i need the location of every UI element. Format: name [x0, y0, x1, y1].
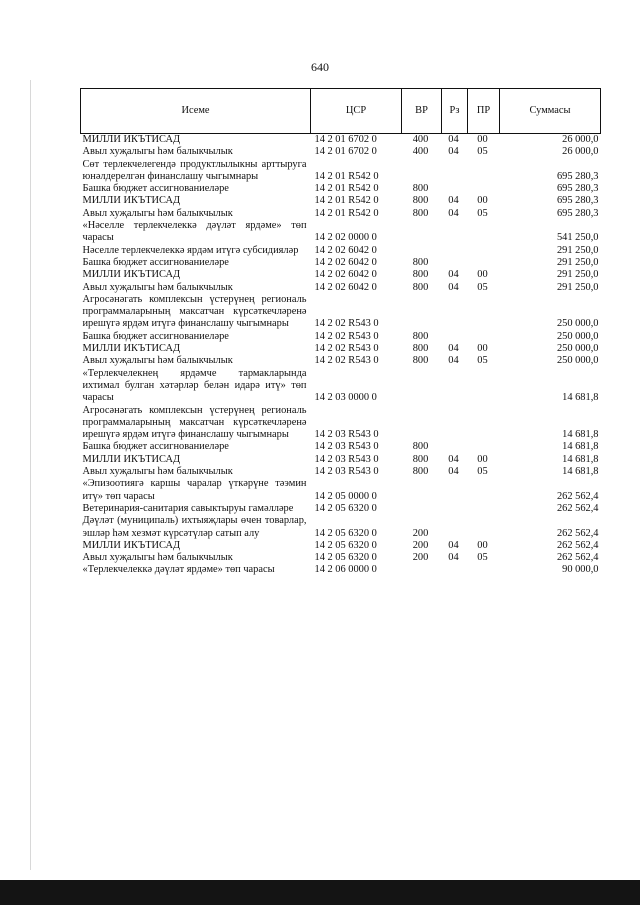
cell-rz — [442, 331, 468, 343]
cell-rz: 04 — [448, 281, 459, 293]
cell-pr: 00 — [477, 453, 488, 465]
cell-csr: 14 2 03 R543 0 — [314, 466, 379, 478]
header-sum: Суммасы — [500, 89, 601, 134]
table-header — [81, 89, 601, 134]
budget-table — [80, 88, 601, 577]
table-row — [81, 466, 601, 478]
cell-sum: 250 000,0 — [556, 330, 599, 342]
cell-pr — [468, 257, 500, 269]
header-rz: Рз — [442, 89, 468, 134]
cell-rz: 04 — [448, 355, 459, 367]
cell-sum: 262 562,4 — [556, 539, 599, 551]
cell-vr: 800 — [412, 183, 429, 195]
cell-pr — [468, 405, 500, 442]
table-row — [81, 208, 601, 220]
cell-vr: 800 — [412, 207, 429, 219]
cell-rz — [442, 478, 468, 503]
cell-sum: 14 681,8 — [562, 429, 599, 441]
cell-sum: 291 250,0 — [556, 269, 599, 281]
cell-sum: 26 000,0 — [562, 134, 599, 145]
cell-csr: 14 2 03 R543 0 — [314, 453, 379, 465]
cell-pr: 00 — [477, 343, 488, 355]
cell-pr — [468, 220, 500, 245]
cell-sum: 695 280,3 — [556, 195, 599, 207]
cell-pr — [468, 515, 500, 540]
table-row — [81, 343, 601, 355]
cell-csr: 14 2 01 6702 0 — [314, 134, 377, 145]
cell-rz — [442, 220, 468, 245]
cell-rz: 04 — [448, 453, 459, 465]
cell-name: Авыл хуҗалыгы һәм балыкчылык — [82, 281, 233, 293]
cell-vr: 800 — [412, 466, 429, 478]
cell-sum: 291 250,0 — [556, 244, 599, 256]
table-row — [81, 269, 601, 281]
cell-vr — [402, 220, 442, 245]
cell-name: «Терлекчелекнең ярдәмче тармакларында ихтимал булган хәтәрләр белән идарә итү» төп чарасы — [82, 367, 307, 404]
cell-rz — [442, 405, 468, 442]
table-row — [81, 355, 601, 367]
cell-pr — [468, 159, 500, 184]
cell-csr: 14 2 02 R543 0 — [314, 318, 379, 330]
cell-pr — [468, 441, 500, 453]
cell-rz: 04 — [448, 552, 459, 564]
cell-rz — [442, 294, 468, 331]
cell-vr — [402, 405, 442, 442]
cell-csr: 14 2 05 6320 0 — [314, 527, 377, 539]
cell-csr: 14 2 03 0000 0 — [314, 392, 377, 404]
table-row — [81, 159, 601, 184]
table-row — [81, 257, 601, 269]
table-row — [81, 294, 601, 331]
cell-csr: 14 2 03 R543 0 — [314, 441, 379, 453]
cell-pr: 00 — [477, 134, 488, 145]
cell-rz — [442, 368, 468, 405]
cell-rz — [442, 245, 468, 257]
cell-csr: 14 2 01 6702 0 — [314, 146, 377, 158]
cell-vr: 200 — [412, 527, 429, 539]
header-row — [81, 89, 601, 134]
cell-rz: 04 — [448, 134, 459, 145]
table-row — [81, 195, 601, 207]
cell-csr: 14 2 03 R543 0 — [314, 429, 379, 441]
cell-csr: 14 2 01 R542 0 — [314, 195, 379, 207]
cell-sum: 262 562,4 — [556, 502, 599, 514]
table-body — [81, 134, 601, 577]
cell-csr: 14 2 01 R542 0 — [314, 183, 379, 195]
cell-pr — [468, 245, 500, 257]
cell-sum: 291 250,0 — [556, 281, 599, 293]
cell-csr: 14 2 05 6320 0 — [314, 502, 377, 514]
cell-pr — [468, 478, 500, 503]
cell-vr: 800 — [412, 330, 429, 342]
cell-sum: 26 000,0 — [562, 146, 599, 158]
cell-vr — [402, 159, 442, 184]
cell-rz — [442, 564, 468, 576]
table-row — [81, 478, 601, 503]
cell-vr — [402, 294, 442, 331]
cell-name: МИЛЛИ ИКЪТИСАД — [82, 539, 181, 551]
cell-name: МИЛЛИ ИКЪТИСАД — [82, 343, 181, 355]
cell-pr: 05 — [477, 355, 488, 367]
cell-pr — [468, 294, 500, 331]
table-row — [81, 405, 601, 442]
cell-name: Ветеринария-санитария савыктыруы гамәлләре — [82, 502, 294, 514]
cell-sum: 250 000,0 — [556, 318, 599, 330]
cell-sum: 541 250,0 — [556, 232, 599, 244]
cell-name: Башка бюджет ассигнованиеләре — [82, 183, 229, 195]
cell-csr: 14 2 02 6042 0 — [314, 244, 377, 256]
cell-name: Авыл хуҗалыгы һәм балыкчылык — [82, 552, 233, 564]
cell-sum: 695 280,3 — [556, 170, 599, 182]
cell-sum: 262 562,4 — [556, 552, 599, 564]
table-row — [81, 552, 601, 564]
cell-sum: 14 681,8 — [562, 392, 599, 404]
cell-vr: 800 — [412, 441, 429, 453]
cell-pr — [468, 331, 500, 343]
table-row — [81, 245, 601, 257]
cell-pr — [468, 503, 500, 515]
cell-sum: 14 681,8 — [562, 453, 599, 465]
cell-sum: 262 562,4 — [556, 490, 599, 502]
cell-csr: 14 2 02 R543 0 — [314, 343, 379, 355]
cell-sum: 250 000,0 — [556, 343, 599, 355]
cell-rz: 04 — [448, 343, 459, 355]
table-row — [81, 331, 601, 343]
scan-bottom-bar — [0, 880, 640, 905]
cell-sum: 14 681,8 — [562, 441, 599, 453]
table-row — [81, 134, 601, 147]
page-number: 640 — [311, 60, 329, 74]
cell-sum: 291 250,0 — [556, 256, 599, 268]
cell-rz — [442, 159, 468, 184]
cell-name: Башка бюджет ассигнованиеләре — [82, 256, 229, 268]
cell-rz: 04 — [448, 146, 459, 158]
cell-csr: 14 2 05 6320 0 — [314, 539, 377, 551]
cell-name: Нәселле терлекчелеккә ярдәм итүгә субсидияләр — [82, 244, 299, 256]
cell-csr: 14 2 05 0000 0 — [314, 490, 377, 502]
cell-csr: 14 2 02 6042 0 — [314, 256, 377, 268]
cell-vr: 800 — [412, 269, 429, 281]
table-row — [81, 515, 601, 540]
header-pr: ПР — [468, 89, 500, 134]
table-row — [81, 282, 601, 294]
cell-vr — [402, 245, 442, 257]
cell-name: Агросәнәгать комплексын үстерүнең региональ программаларының максатчан күрсәткечләренә ирешүгә ярдәм итүгә финанслашу чыгымнары — [82, 404, 307, 441]
cell-pr: 00 — [477, 195, 488, 207]
header-name: Исеме — [81, 89, 311, 134]
cell-sum: 695 280,3 — [556, 207, 599, 219]
cell-csr: 14 2 01 R542 0 — [314, 170, 379, 182]
cell-vr — [402, 368, 442, 405]
table-row — [81, 220, 601, 245]
cell-rz: 04 — [448, 195, 459, 207]
cell-pr — [468, 183, 500, 195]
cell-csr: 14 2 05 6320 0 — [314, 552, 377, 564]
cell-pr: 00 — [477, 539, 488, 551]
cell-vr — [402, 478, 442, 503]
cell-vr: 200 — [412, 539, 429, 551]
cell-name: «Терлекчелеккә дәүләт ярдәме» төп чарасы — [82, 564, 275, 576]
cell-vr: 800 — [412, 453, 429, 465]
table-row — [81, 503, 601, 515]
cell-rz — [442, 503, 468, 515]
cell-rz: 04 — [448, 466, 459, 478]
cell-sum: 695 280,3 — [556, 183, 599, 195]
cell-name: Авыл хуҗалыгы һәм балыкчылык — [82, 355, 233, 367]
cell-name: МИЛЛИ ИКЪТИСАД — [82, 453, 181, 465]
table-row — [81, 183, 601, 195]
cell-name: Авыл хуҗалыгы һәм балыкчылык — [82, 207, 233, 219]
cell-vr: 800 — [412, 343, 429, 355]
cell-name: Авыл хуҗалыгы һәм балыкчылык — [82, 466, 233, 478]
cell-sum: 14 681,8 — [562, 466, 599, 478]
cell-vr: 400 — [412, 134, 429, 145]
cell-name: «Нәселле терлекчелеккә дәүләт ярдәме» төп чарасы — [82, 220, 307, 244]
cell-pr: 05 — [477, 466, 488, 478]
cell-vr: 400 — [412, 146, 429, 158]
cell-name: МИЛЛИ ИКЪТИСАД — [82, 195, 181, 207]
cell-rz: 04 — [448, 207, 459, 219]
table-row — [81, 368, 601, 405]
table-row — [81, 441, 601, 453]
cell-name: МИЛЛИ ИКЪТИСАД — [82, 134, 181, 145]
cell-vr — [402, 503, 442, 515]
cell-csr: 14 2 02 R543 0 — [314, 355, 379, 367]
cell-name: Сөт терлекчелегендә продуктлылыкны арттыруга юнәлдерелгән финанслашу чыгымнары — [82, 158, 307, 182]
cell-pr: 05 — [477, 207, 488, 219]
cell-rz — [442, 257, 468, 269]
cell-vr: 800 — [412, 256, 429, 268]
cell-pr — [468, 564, 500, 576]
cell-vr — [402, 564, 442, 576]
header-vr: ВР — [402, 89, 442, 134]
cell-sum: 250 000,0 — [556, 355, 599, 367]
cell-name: Агросәнәгать комплексын үстерүнең региональ программаларының максатчан күрсәткечләренә ирешүгә ярдәм итүгә финанслашу чыгымнары — [82, 293, 307, 330]
cell-csr: 14 2 01 R542 0 — [314, 207, 379, 219]
cell-rz — [442, 515, 468, 540]
table-row — [81, 146, 601, 158]
cell-csr: 14 2 02 6042 0 — [314, 269, 377, 281]
table-row — [81, 564, 601, 576]
table-row — [81, 454, 601, 466]
cell-rz — [442, 441, 468, 453]
table-row — [81, 540, 601, 552]
cell-pr: 05 — [477, 146, 488, 158]
cell-pr: 05 — [477, 552, 488, 564]
header-csr: ЦСР — [311, 89, 402, 134]
cell-rz: 04 — [448, 269, 459, 281]
cell-rz: 04 — [448, 539, 459, 551]
cell-sum: 90 000,0 — [562, 564, 599, 576]
cell-name: Башка бюджет ассигнованиеләре — [82, 330, 229, 342]
cell-name: Башка бюджет ассигнованиеләре — [82, 441, 229, 453]
cell-name: МИЛЛИ ИКЪТИСАД — [82, 269, 181, 281]
scan-edge-line — [30, 80, 31, 870]
cell-name: «Эпизоотиягә каршы чаралар үткәрүне тәэмин итү» төп чарасы — [82, 478, 307, 502]
cell-csr: 14 2 02 6042 0 — [314, 281, 377, 293]
cell-pr — [468, 368, 500, 405]
cell-pr: 00 — [477, 269, 488, 281]
cell-vr: 800 — [412, 281, 429, 293]
cell-name: Дәүләт (муниципаль) ихтыяҗлары өчен товарлар, эшләр һәм хезмәт күрсәтүләр сатып алу — [82, 515, 307, 539]
cell-vr: 800 — [412, 195, 429, 207]
cell-name: Авыл хуҗалыгы һәм балыкчылык — [82, 146, 233, 158]
cell-rz — [442, 183, 468, 195]
cell-csr: 14 2 02 0000 0 — [314, 232, 377, 244]
cell-vr: 200 — [412, 552, 429, 564]
cell-csr: 14 2 02 R543 0 — [314, 330, 379, 342]
cell-csr: 14 2 06 0000 0 — [314, 564, 377, 576]
cell-vr: 800 — [412, 355, 429, 367]
cell-pr: 05 — [477, 281, 488, 293]
cell-sum: 262 562,4 — [556, 527, 599, 539]
